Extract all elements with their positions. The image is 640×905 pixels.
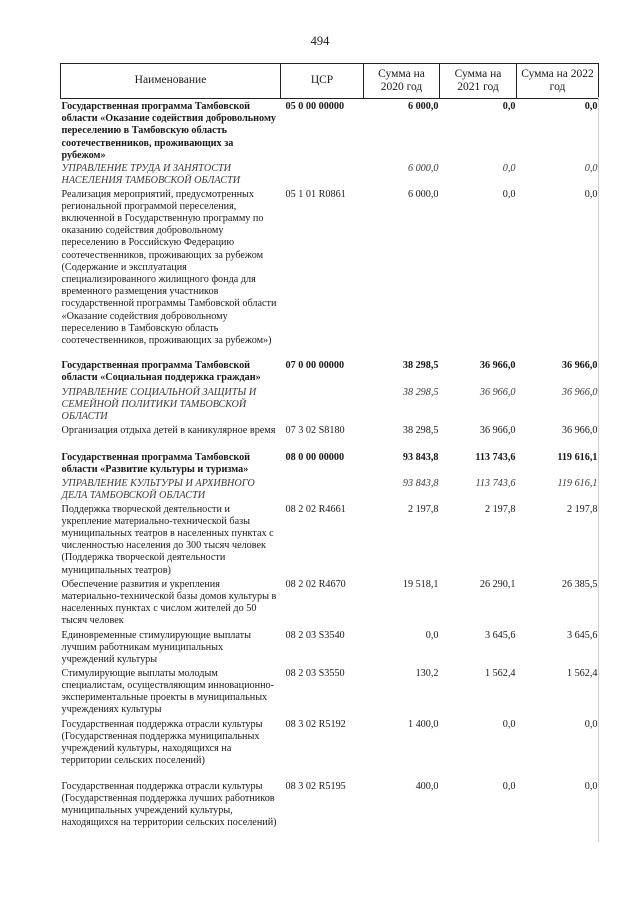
row-name: Реализация мероприятий, предусмотренных региональной программой переселения, включенной в Государственную программу по оказанию содействия добровольному переселению в Российскую Федерацию соотечественников, проживающих за рубежом (Содержание и эксплуатация специализированного жилищного фонда для временного размещения участников государственной программы Тамбовской области «Оказание содействия добровольному переселению в Тамбовскую область соотечественников, проживающих за рубежом») bbox=[61, 188, 277, 346]
row-name: Поддержка творческой деятельности и укрепление материально-технической базы муниципальных театров в населенных пунктах с численностью населения до 300 тысяч человек (Поддержка творческой деятельности муниципальных театров) bbox=[61, 503, 274, 576]
row-sum-2021: 36 966,0 bbox=[479, 424, 516, 436]
row-name: Государственная программа Тамбовской области «Социальная поддержка граждан» bbox=[61, 359, 261, 383]
row-sum-2020: 19 518,1 bbox=[402, 578, 439, 590]
row-sum-2021: 3 645,6 bbox=[484, 629, 516, 641]
row-sum-2020: 2 197,8 bbox=[407, 503, 439, 515]
table-row bbox=[61, 425, 599, 452]
row-name: Единовременные стимулирующие выплаты лучшим работникам муниципальных учреждений культуры bbox=[61, 629, 251, 665]
row-sum-2021: 1 562,4 bbox=[484, 667, 516, 679]
table-row bbox=[61, 630, 599, 668]
row-sum-2020: 6 000,0 bbox=[407, 188, 439, 200]
table-row bbox=[61, 189, 599, 360]
table-row bbox=[61, 387, 599, 425]
row-sum-2022: 0,0 bbox=[584, 188, 598, 200]
row-sum-2020: 38 298,5 bbox=[402, 386, 439, 398]
row-code: 08 2 02 R4661 bbox=[285, 503, 346, 515]
row-name: Организация отдыха детей в каникулярное время bbox=[61, 424, 276, 436]
row-code bbox=[281, 163, 364, 189]
row-code: 08 3 02 R5195 bbox=[285, 780, 346, 792]
row-name: УПРАВЛЕНИЕ СОЦИАЛЬНОЙ ЗАЩИТЫ И СЕМЕЙНОЙ ПОЛИТИКИ ТАМБОВСКОЙ ОБЛАСТИ bbox=[61, 386, 257, 422]
row-code: 08 3 02 R5192 bbox=[285, 718, 346, 730]
row-sum-2021: 0,0 bbox=[502, 162, 516, 174]
row-sum-2022: 3 645,6 bbox=[566, 629, 598, 641]
row-sum-2020: 93 843,8 bbox=[402, 477, 439, 489]
row-sum-2020: 0,0 bbox=[425, 629, 439, 641]
row-code: 07 0 00 00000 bbox=[285, 359, 345, 371]
row-sum-2022: 26 385,5 bbox=[561, 578, 598, 590]
row-sum-2020: 38 298,5 bbox=[402, 424, 439, 436]
row-sum-2020: 38 298,5 bbox=[402, 359, 439, 371]
row-code: 08 2 02 R4670 bbox=[285, 578, 346, 590]
page-number: 494 bbox=[310, 34, 330, 48]
table-row bbox=[61, 579, 599, 630]
row-code: 05 0 00 00000 bbox=[285, 101, 345, 112]
row-code: 05 1 01 R0861 bbox=[285, 188, 346, 200]
row-name: Стимулирующие выплаты молодым специалистам, осуществляющим инновационно-экспериментальные проекты в муниципальных учреждениях культуры bbox=[61, 667, 275, 716]
row-sum-2022: 0,0 bbox=[584, 101, 598, 112]
row-sum-2021: 36 966,0 bbox=[479, 359, 516, 371]
table-row bbox=[61, 719, 599, 781]
row-sum-2021: 0,0 bbox=[502, 188, 516, 200]
row-sum-2022: 0,0 bbox=[584, 162, 598, 174]
row-code: 08 2 03 S3540 bbox=[285, 629, 345, 641]
row-sum-2020: 6 000,0 bbox=[407, 162, 439, 174]
row-sum-2022: 119 616,1 bbox=[557, 451, 598, 463]
row-sum-2022: 36 966,0 bbox=[561, 386, 598, 398]
row-sum-2022: 119 616,1 bbox=[557, 477, 598, 489]
row-name: Обеспечение развития и укрепления материально-технической базы домов культуры в населенных пунктах с числом жителей до 50 тысяч человек bbox=[61, 578, 277, 627]
row-name: Государственная программа Тамбовской области «Развитие культуры и туризма» bbox=[61, 451, 251, 475]
row-sum-2022: 36 966,0 bbox=[561, 359, 598, 371]
row-code: 07 3 02 S8180 bbox=[285, 424, 345, 436]
row-sum-2022: 2 197,8 bbox=[566, 503, 598, 515]
row-sum-2020: 400,0 bbox=[415, 780, 439, 792]
header-code: ЦСР bbox=[281, 64, 364, 99]
row-name: Государственная поддержка отрасли культуры (Государственная поддержка муниципальных учреждений культуры, находящихся на территории сельских поселений) bbox=[61, 718, 263, 767]
row-name: УПРАВЛЕНИЕ КУЛЬТУРЫ И АРХИВНОГО ДЕЛА ТАМБОВСКОЙ ОБЛАСТИ bbox=[61, 477, 255, 501]
header-name: Наименование bbox=[61, 64, 281, 99]
row-sum-2021: 0,0 bbox=[502, 101, 516, 112]
row-name: УПРАВЛЕНИЕ ТРУДА И ЗАНЯТОСТИ НАСЕЛЕНИЯ ТАМБОВСКОЙ ОБЛАСТИ bbox=[61, 162, 241, 186]
budget-table bbox=[60, 63, 599, 843]
row-sum-2021: 36 966,0 bbox=[479, 386, 516, 398]
margin-line bbox=[598, 97, 599, 842]
row-sum-2020: 130,2 bbox=[415, 667, 439, 679]
row-sum-2022: 0,0 bbox=[584, 718, 598, 730]
table-header-row bbox=[61, 64, 599, 99]
row-sum-2021: 113 743,6 bbox=[475, 477, 516, 489]
row-sum-2021: 2 197,8 bbox=[484, 503, 516, 515]
table-row bbox=[61, 668, 599, 719]
table-row bbox=[61, 163, 599, 189]
header-sum-2022: Сумма на 2022 год bbox=[517, 64, 599, 99]
header-sum-2020: Сумма на 2020 год bbox=[364, 64, 440, 99]
header-sum-2021: Сумма на 2021 год bbox=[440, 64, 517, 99]
row-sum-2022: 36 966,0 bbox=[561, 424, 598, 436]
row-sum-2020: 93 843,8 bbox=[402, 451, 439, 463]
row-code bbox=[281, 387, 364, 425]
table-row bbox=[61, 781, 599, 843]
row-sum-2021: 0,0 bbox=[502, 718, 516, 730]
row-sum-2021: 26 290,1 bbox=[479, 578, 516, 590]
row-name: Государственная программа Тамбовской области «Оказание содействия добровольному переселению в Тамбовскую область соотечественников, проживающих за рубежом» bbox=[61, 101, 276, 161]
row-code: 08 0 00 00000 bbox=[285, 451, 345, 463]
table-row bbox=[61, 99, 599, 163]
table-row bbox=[61, 478, 599, 504]
row-name: Государственная поддержка отрасли культуры (Государственная поддержка лучших работников муниципальных учреждений культуры, находящихся на территории сельских поселений) bbox=[61, 780, 277, 829]
row-sum-2021: 113 743,6 bbox=[475, 451, 516, 463]
row-sum-2021: 0,0 bbox=[502, 780, 516, 792]
table-row bbox=[61, 360, 599, 387]
row-sum-2020: 1 400,0 bbox=[407, 718, 439, 730]
row-sum-2022: 0,0 bbox=[584, 780, 598, 792]
row-code bbox=[281, 478, 364, 504]
row-code: 08 2 03 S3550 bbox=[285, 667, 345, 679]
row-sum-2022: 1 562,4 bbox=[566, 667, 598, 679]
row-sum-2020: 6 000,0 bbox=[407, 101, 439, 112]
table-row bbox=[61, 504, 599, 579]
table-row bbox=[61, 452, 599, 478]
